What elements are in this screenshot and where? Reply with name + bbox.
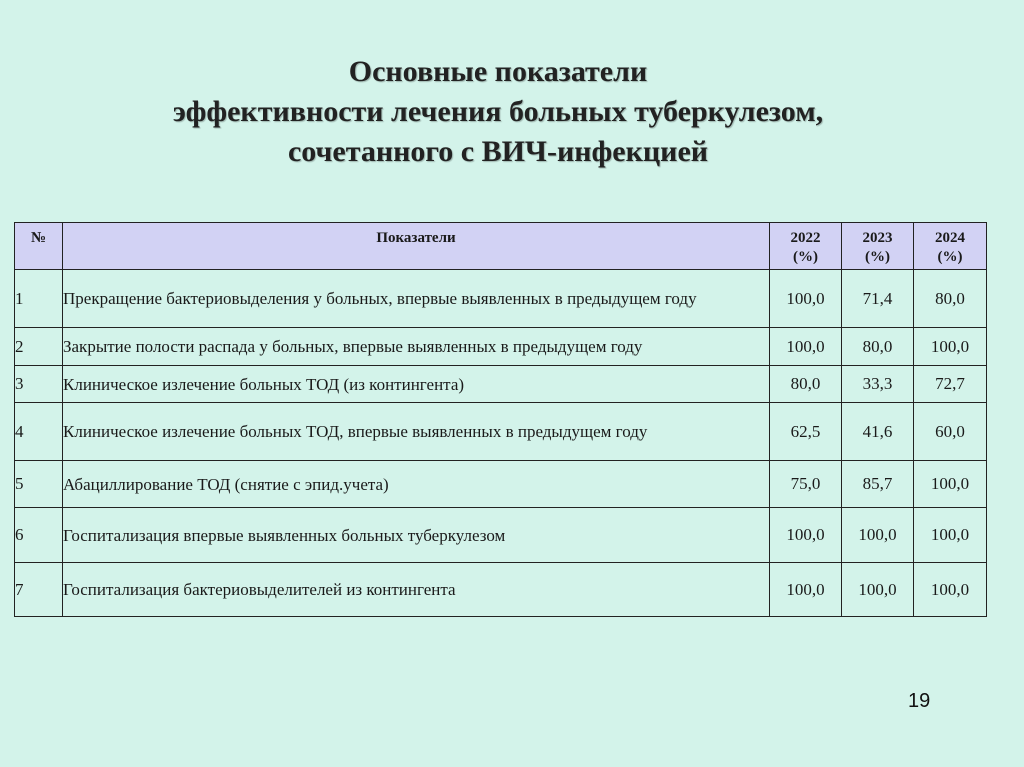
row-value-2024: 100,0 xyxy=(914,461,987,508)
header-year-2024 xyxy=(914,223,987,270)
title-line-3: сочетанного с ВИЧ-инфекцией xyxy=(287,135,709,168)
row-number: 3 xyxy=(15,366,63,403)
header-number: № xyxy=(15,223,63,270)
title-line-1: Основные показатели xyxy=(348,55,648,88)
row-number: 7 xyxy=(15,563,63,617)
row-number: 4 xyxy=(15,403,63,461)
row-indicator: Клиническое излечение больных ТОД (из контингента) xyxy=(63,366,770,403)
row-indicator: Госпитализация бактериовыделителей из контингента xyxy=(63,563,770,617)
table-row xyxy=(15,461,987,508)
row-number: 1 xyxy=(15,270,63,328)
row-value-2024: 100,0 xyxy=(914,508,987,563)
row-value-2024: 100,0 xyxy=(914,328,987,366)
header-year-label: 2022 xyxy=(790,230,821,246)
header-indicator: Показатели xyxy=(63,223,770,270)
row-value-2022: 80,0 xyxy=(770,366,842,403)
row-value-2024: 72,7 xyxy=(914,366,987,403)
header-year-2023 xyxy=(842,223,914,270)
row-value-2022: 100,0 xyxy=(770,270,842,328)
row-indicator: Абациллирование ТОД (снятие с эпид.учета) xyxy=(63,461,770,508)
row-number: 2 xyxy=(15,328,63,366)
row-number: 6 xyxy=(15,508,63,563)
slide-title xyxy=(0,52,996,172)
row-value-2022: 100,0 xyxy=(770,563,842,617)
row-value-2022: 62,5 xyxy=(770,403,842,461)
row-value-2022: 75,0 xyxy=(770,461,842,508)
header-year-unit: (%) xyxy=(865,249,890,265)
row-indicator: Клиническое излечение больных ТОД, впервые выявленных в предыдущем году xyxy=(63,403,770,461)
row-indicator: Закрытие полости распада у больных, впервые выявленных в предыдущем году xyxy=(63,328,770,366)
table-row xyxy=(15,366,987,403)
header-year-unit: (%) xyxy=(793,249,818,265)
row-value-2024: 60,0 xyxy=(914,403,987,461)
title-line-2: эффективности лечения больных туберкулезом, xyxy=(172,95,824,128)
row-value-2023: 100,0 xyxy=(842,563,914,617)
row-indicator: Прекращение бактериовыделения у больных, впервые выявленных в предыдущем году xyxy=(63,270,770,328)
row-value-2023: 100,0 xyxy=(842,508,914,563)
row-value-2022: 100,0 xyxy=(770,508,842,563)
header-year-label: 2023 xyxy=(862,230,893,246)
row-value-2023: 80,0 xyxy=(842,328,914,366)
row-value-2023: 33,3 xyxy=(842,366,914,403)
table-row xyxy=(15,270,987,328)
indicators-table xyxy=(14,222,987,617)
header-year-2022 xyxy=(770,223,842,270)
row-value-2023: 41,6 xyxy=(842,403,914,461)
table-row xyxy=(15,563,987,617)
table-row xyxy=(15,508,987,563)
row-indicator: Госпитализация впервые выявленных больных туберкулезом xyxy=(63,508,770,563)
row-value-2024: 100,0 xyxy=(914,563,987,617)
table-header-row xyxy=(15,223,987,270)
header-year-unit: (%) xyxy=(937,249,963,265)
row-value-2024: 80,0 xyxy=(914,270,987,328)
page-number: 19 xyxy=(908,690,931,712)
row-value-2023: 85,7 xyxy=(842,461,914,508)
table-row xyxy=(15,328,987,366)
row-value-2023: 71,4 xyxy=(842,270,914,328)
row-number: 5 xyxy=(15,461,63,508)
header-year-label: 2024 xyxy=(935,230,965,246)
table-row xyxy=(15,403,987,461)
row-value-2022: 100,0 xyxy=(770,328,842,366)
